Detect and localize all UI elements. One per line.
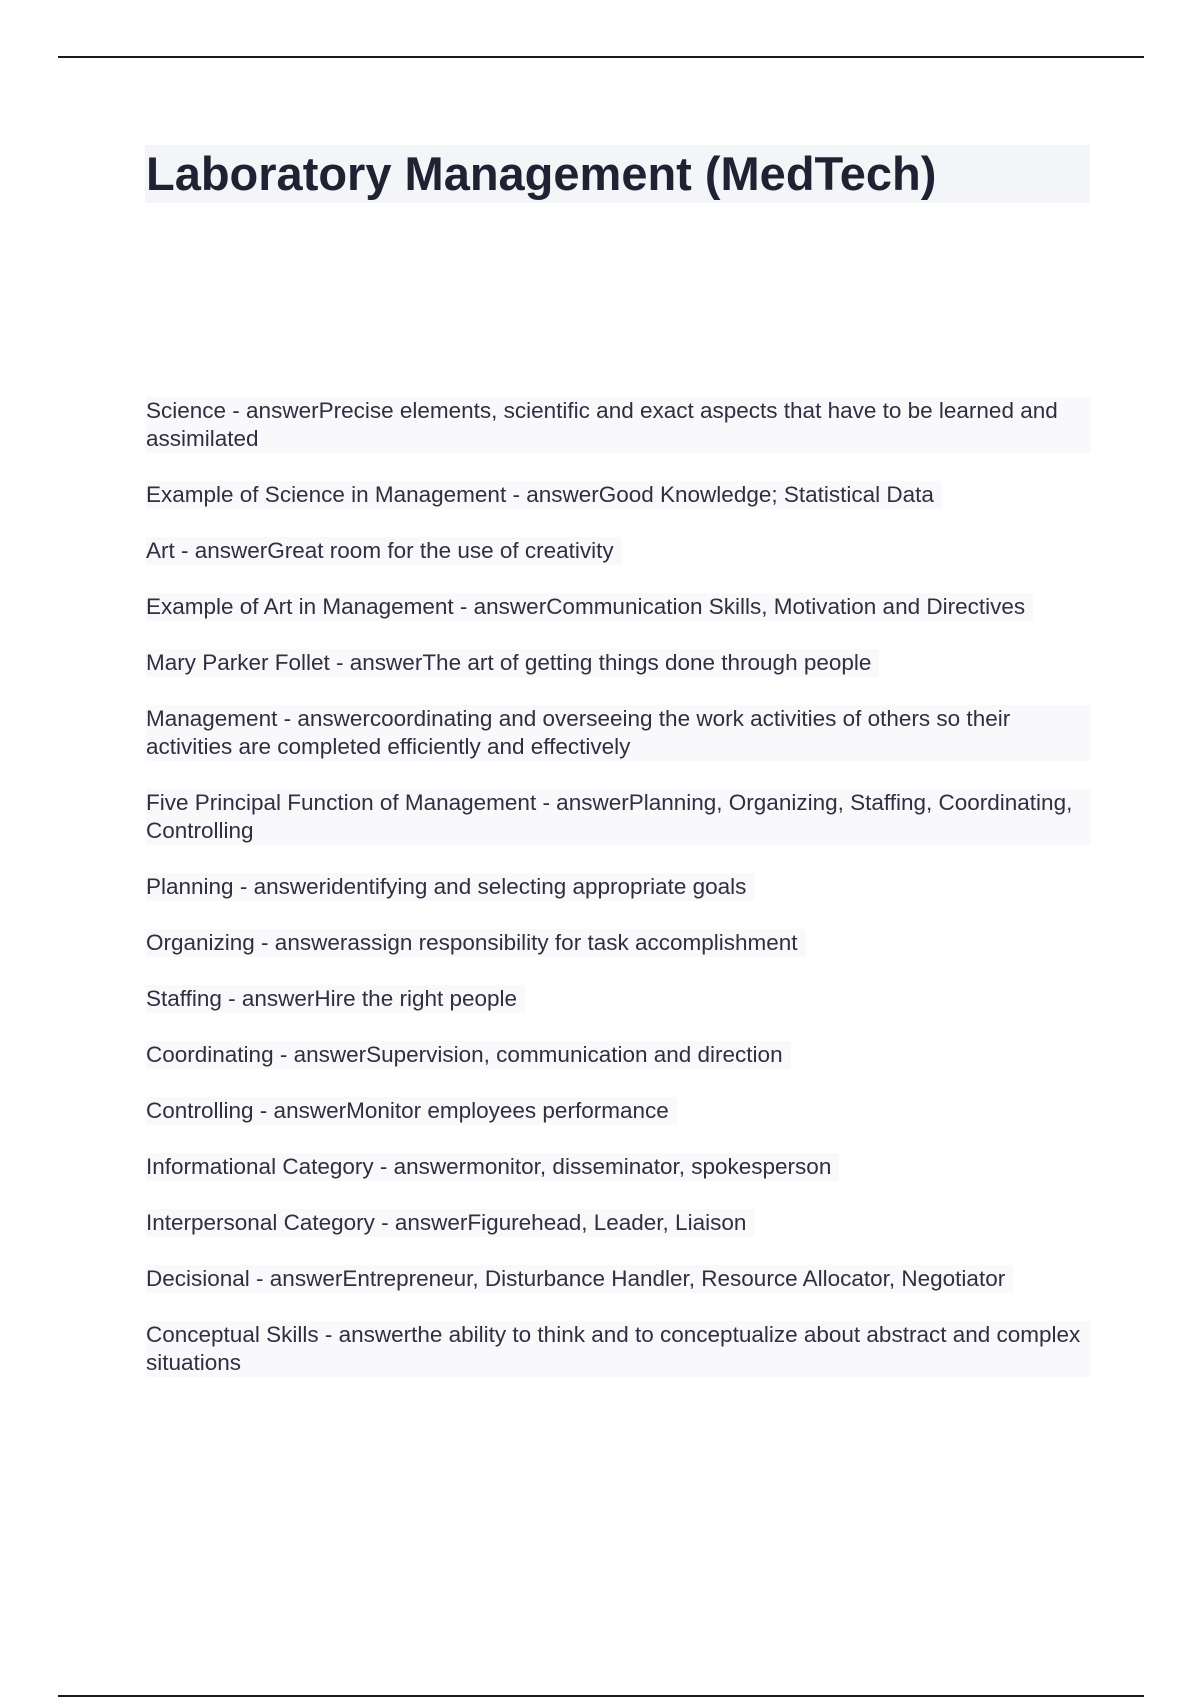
qa-item-management: Management - answercoordinating and overseeing the work activities of others so their activities are completed efficiently and effectively (146, 705, 1091, 761)
qa-item-coordinating: Coordinating - answerSupervision, communication and direction (146, 1041, 791, 1069)
qa-item-informational-category: Informational Category - answermonitor, disseminator, spokesperson (146, 1153, 839, 1181)
bottom-rule (58, 1695, 1144, 1697)
qa-item-mary-parker-follet: Mary Parker Follet - answerThe art of getting things done through people (146, 649, 879, 677)
qa-item-conceptual-skills: Conceptual Skills - answerthe ability to think and to conceptualize about abstract and complex situations (146, 1321, 1091, 1377)
qa-item-decisional: Decisional - answerEntrepreneur, Disturbance Handler, Resource Allocator, Negotiator (146, 1265, 1013, 1293)
qa-item-planning: Planning - answeridentifying and selecting appropriate goals (146, 873, 754, 901)
qa-item-controlling: Controlling - answerMonitor employees performance (146, 1097, 677, 1125)
qa-item-art-example: Example of Art in Management - answerCommunication Skills, Motivation and Directives (146, 593, 1033, 621)
top-rule (58, 56, 1144, 58)
qa-item-art: Art - answerGreat room for the use of creativity (146, 537, 622, 565)
qa-item-science-example: Example of Science in Management - answerGood Knowledge; Statistical Data (146, 481, 942, 509)
document-title: Laboratory Management (MedTech) (146, 147, 937, 200)
qa-item-interpersonal-category: Interpersonal Category - answerFigurehead, Leader, Liaison (146, 1209, 754, 1237)
qa-item-staffing: Staffing - answerHire the right people (146, 985, 525, 1013)
qa-list (146, 397, 1091, 1405)
qa-item-five-functions: Five Principal Function of Management - answerPlanning, Organizing, Staffing, Coordinating, Controlling (146, 789, 1091, 845)
qa-item-science: Science - answerPrecise elements, scientific and exact aspects that have to be learned and assimilated (146, 397, 1091, 453)
qa-item-organizing: Organizing - answerassign responsibility for task accomplishment (146, 929, 806, 957)
